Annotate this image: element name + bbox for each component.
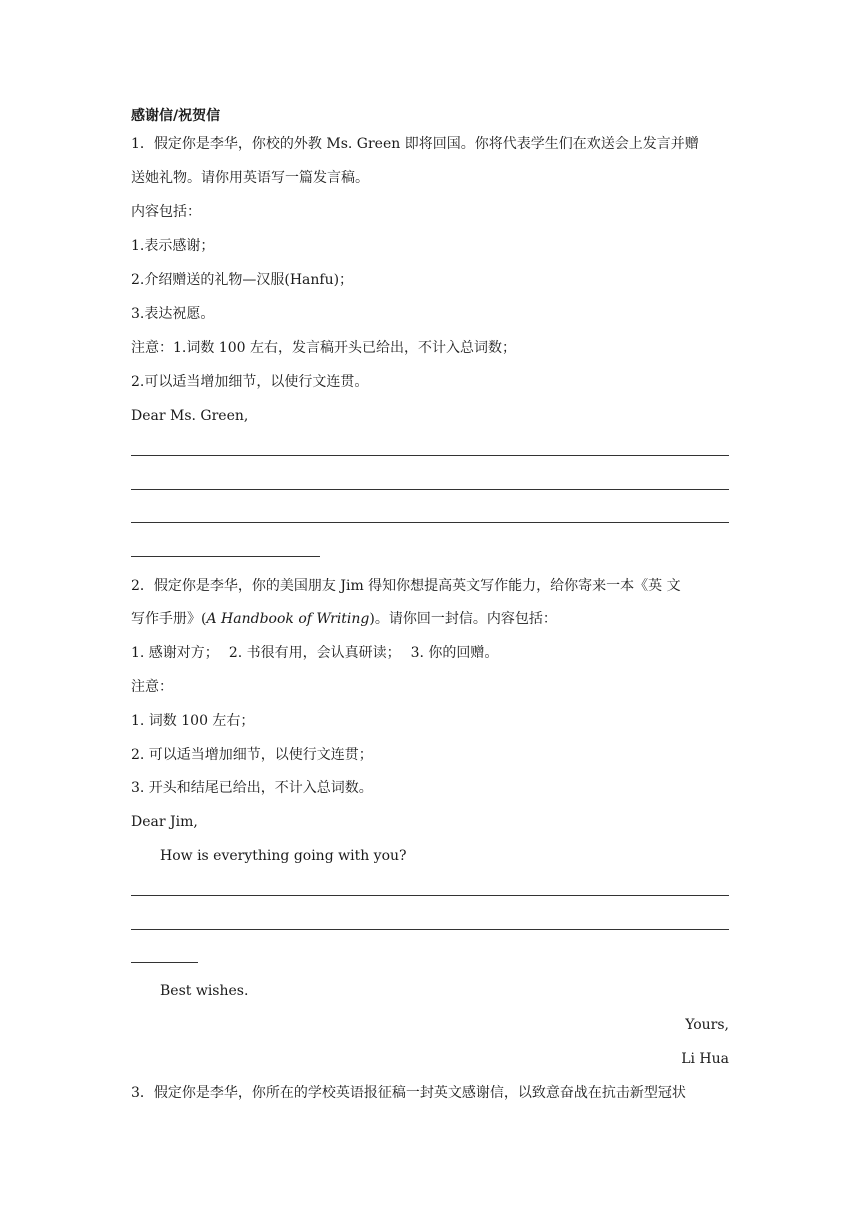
task1-note-2: 2.可以适当增加细节，以使行文连贯。	[131, 374, 369, 390]
task2-prompt-pre: 写作手册》(	[131, 611, 207, 627]
task2-note-3: 3. 开头和结尾已给出，不计入总词数。	[131, 780, 373, 796]
task1-point-2: 2.介绍赠送的礼物—汉服(Hanfu)；	[131, 272, 354, 288]
task2-closing: Best wishes.	[160, 983, 249, 999]
answer-line[interactable]	[131, 556, 320, 557]
task2-point-3: 3. 你的回赠。	[410, 645, 499, 661]
task1-prompt-line1: 1．假定你是李华，你校的外教 Ms. Green 即将回国。你将代表学生们在欢送会上发言并赠	[131, 136, 699, 152]
answer-line[interactable]	[131, 489, 729, 490]
answer-line[interactable]	[131, 962, 198, 963]
task1-note-1: 注意：1.词数 100 左右，发言稿开头已给出，不计入总词数；	[131, 340, 516, 356]
task3-prompt-line1: 3．假定你是李华，你所在的学校英语报征稿一封英文感谢信，以致意奋战在抗击新型冠状	[131, 1085, 686, 1101]
task2-salutation: Dear Jim,	[131, 814, 198, 830]
task1-content-label: 内容包括：	[131, 204, 201, 220]
answer-line[interactable]	[131, 895, 729, 896]
task2-points	[131, 643, 498, 663]
answer-line[interactable]	[131, 929, 729, 930]
task2-prompt-line2	[131, 609, 557, 629]
task2-point-1: 1. 感谢对方；	[131, 645, 219, 661]
task2-point-2: 2. 书很有用，会认真研读；	[228, 645, 401, 661]
task2-prompt-line1: 2．假定你是李华，你的美国朋友 Jim 得知你想提高英文写作能力，给你寄来一本《英 文	[131, 578, 681, 594]
task2-prompt-post: )。请你回一封信。内容包括：	[369, 611, 557, 627]
task2-note-label: 注意：	[131, 679, 173, 695]
task2-note-1: 1. 词数 100 左右；	[131, 713, 255, 729]
answer-line[interactable]	[131, 522, 729, 523]
task1-salutation: Dear Ms. Green,	[131, 408, 249, 424]
task1-point-1: 1.表示感谢；	[131, 238, 215, 254]
book-title: A Handbook of Writing	[206, 611, 370, 627]
document-title: 感谢信/祝贺信	[131, 108, 221, 124]
task2-opening: How is everything going with you?	[160, 848, 407, 864]
task2-signature: Li Hua	[681, 1051, 729, 1067]
task1-prompt-line2: 送她礼物。请你用英语写一篇发言稿。	[131, 170, 369, 186]
task2-note-2: 2. 可以适当增加细节，以使行文连贯；	[131, 747, 373, 763]
answer-line[interactable]	[131, 455, 729, 456]
task2-signoff: Yours,	[685, 1017, 729, 1033]
task1-point-3: 3.表达祝愿。	[131, 306, 215, 322]
